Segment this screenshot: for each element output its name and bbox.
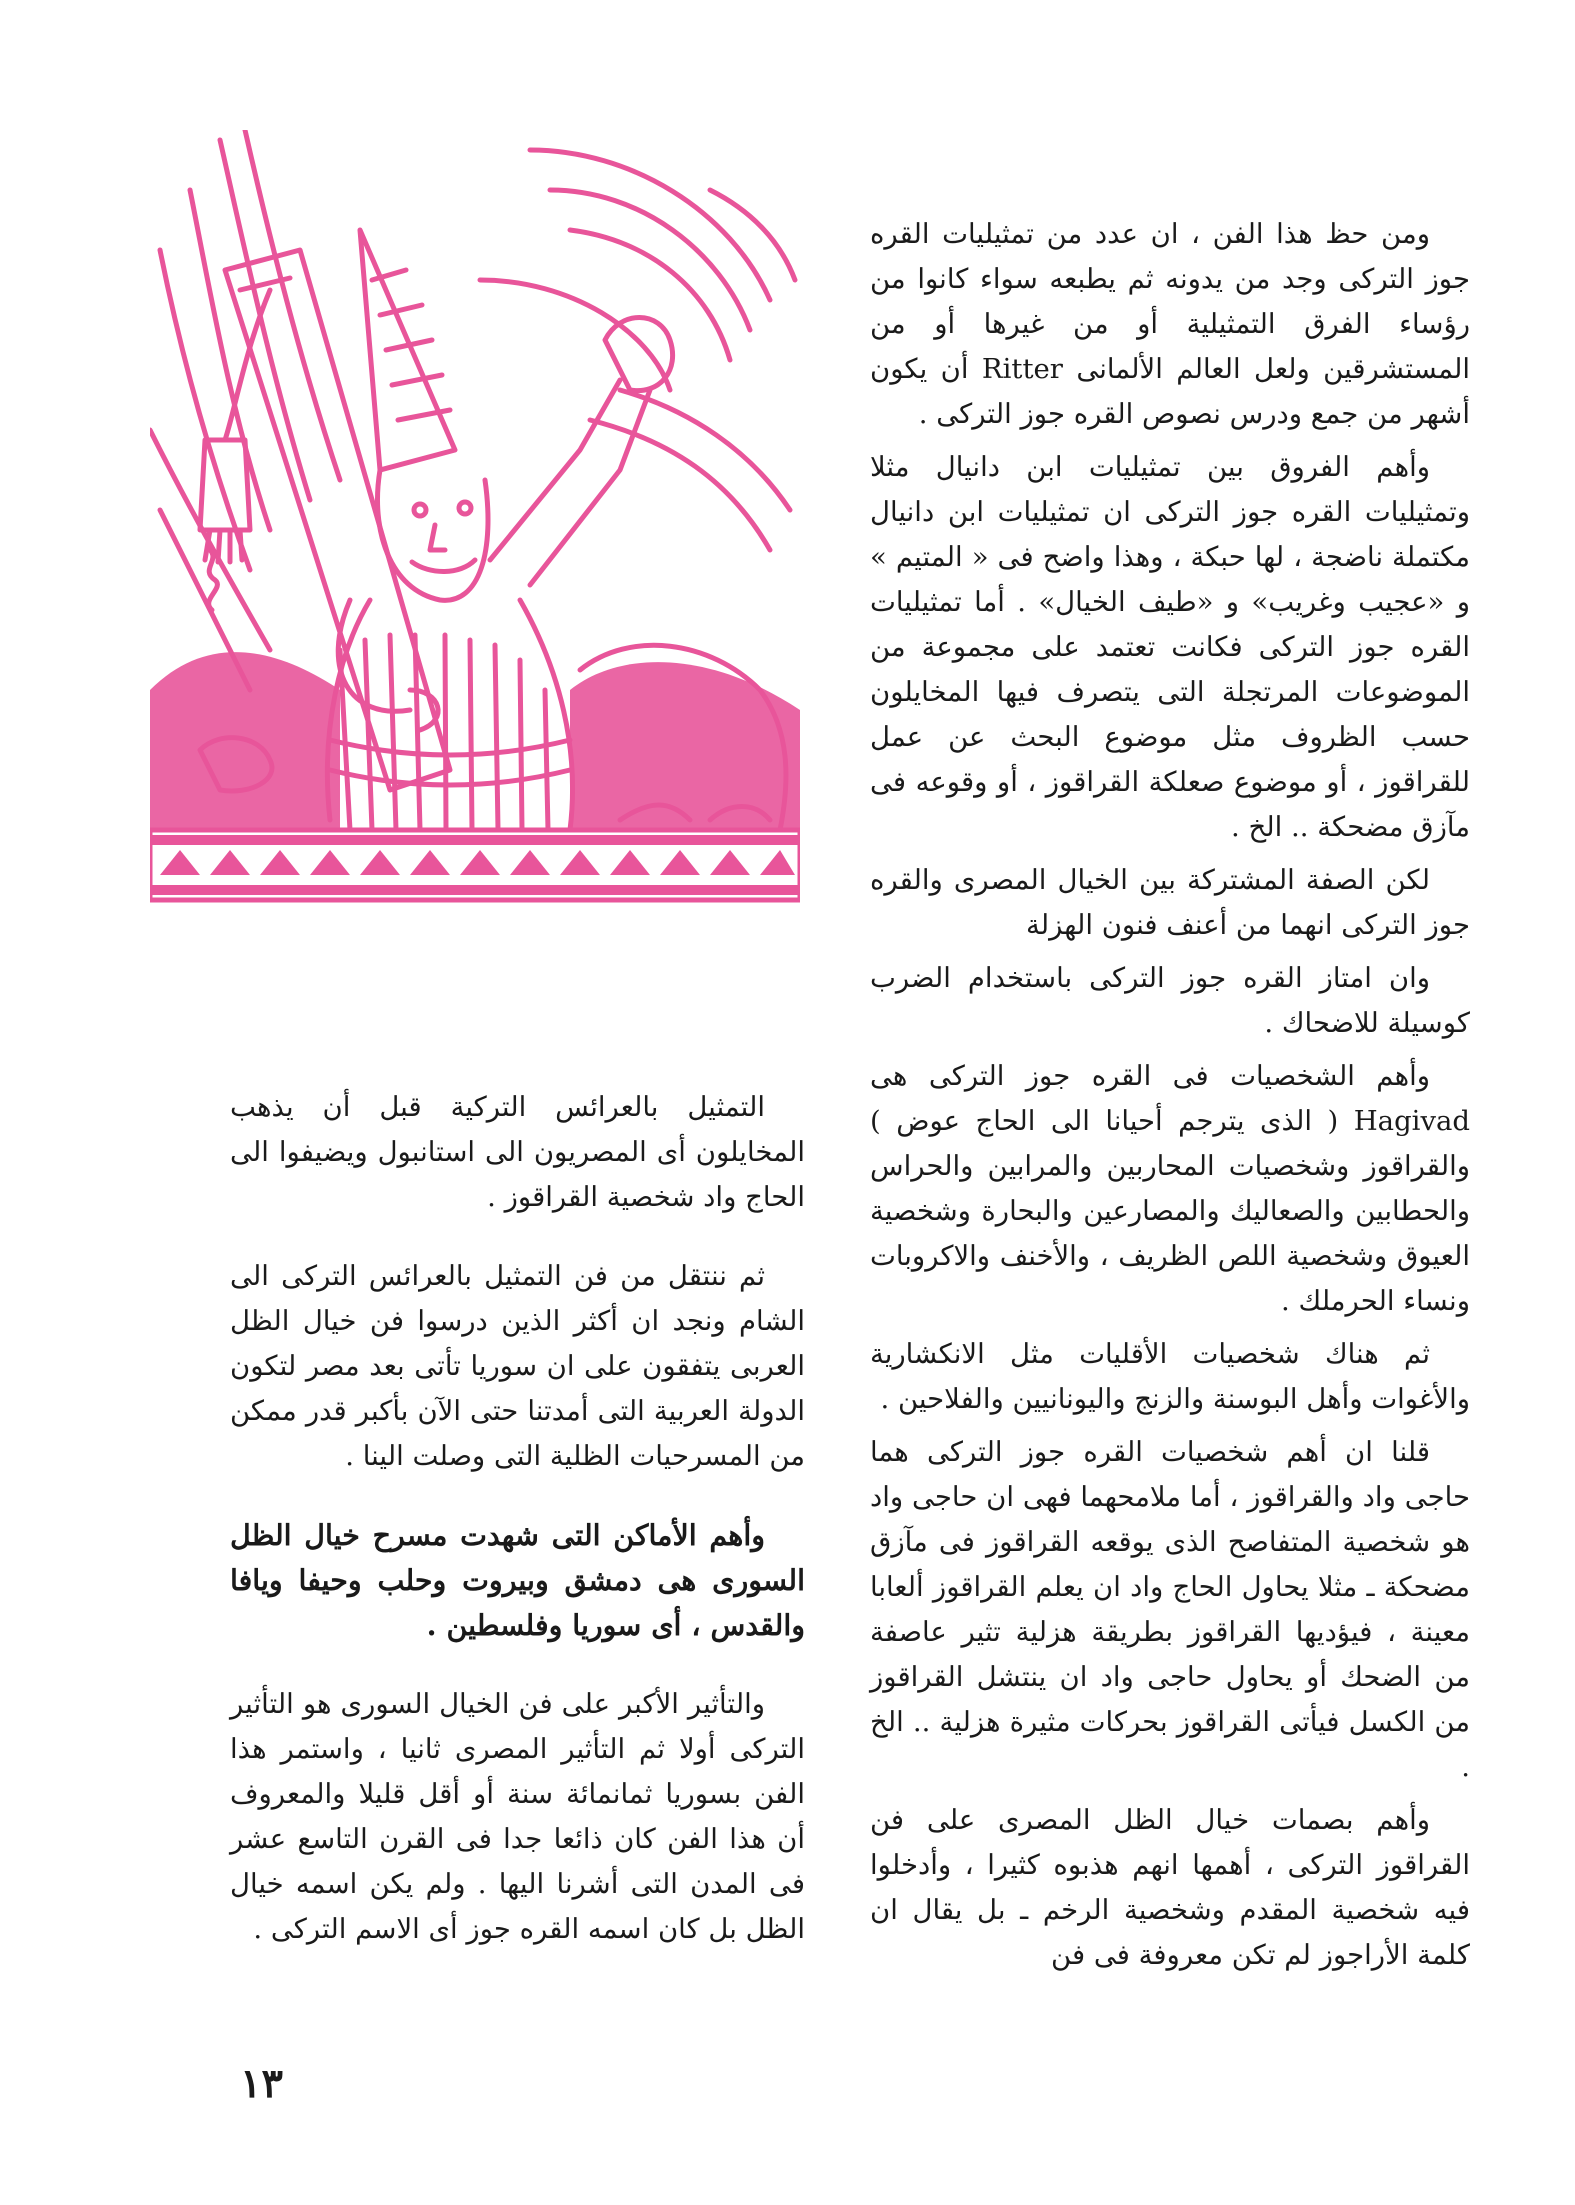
left-paragraph-3-bold: وأهم الأماكن التى شهدت مسرح خيال الظل السورى هى دمشق وبيروت وحلب وحيفا ويافا والقدس ، أى سوريا وفلسطين . [230, 1518, 805, 1642]
right-paragraph-6: ثم هناك شخصيات الأقليات مثل الانكشارية والأغوات وأهل البوسنة والزنج واليونانيين والفلاحين . [870, 1338, 1470, 1415]
right-paragraph-5: وأهم الشخصيات فى القره جوز التركى هى Hagivad ( الذى يترجم أحيانا الى الحاج عوض ) والقراقوز وشخصيات المحاربين والمرابين والحراس والحطابين والصعاليك والمصارعين والبحارة وشخصية العيوق وشخصية اللص الظريف ، والأخنف والاكروبات ونساء الحرملك . [870, 1060, 1470, 1317]
left-text-column [230, 1085, 805, 1986]
left-paragraph-4: والتأثير الأكبر على فن الخيال السورى هو التأثير التركى أولا ثم التأثير المصرى ثانيا ، واستمر هذا الفن بسوريا ثمانمائة سنة أو أقل قليلا والمعروف أن هذا الفن كان ذائعا جدا فى القرن التاسع عشر فى المدن التى أشرنا اليها . ولم يكن اسمه خيال الظل بل كان اسمه القره جوز أى الاسم التركى . [230, 1688, 805, 1945]
page-number: ١٣ [240, 2060, 283, 2107]
left-paragraph-2: ثم ننتقل من فن التمثيل بالعرائس التركى الى الشام ونجد ان أكثر الذين درسوا فن خيال الظل العربى يتفقون على ان سوريا تأتى بعد مصر لتكون الدولة العربية التى أمدتنا حتى الآن بأكبر قدر ممكن من المسرحيات الظلية التى وصلت الينا . [230, 1260, 805, 1472]
right-paragraph-2: وأهم الفروق بين تمثيليات ابن دانيال مثلا وتمثيليات القره جوز التركى ان تمثيليات ابن دانيال مكتملة ناضجة ، لها حبكة ، وهذا واضح فى « المتيم » و «عجيب وغريب» و «طيف الخيال» . أما تمثيليات القره جوز التركى فكانت تعتمد على مجموعة من الموضوعات المرتجلة التى يتصرف فيها المخايلون حسب الظروف مثل موضوع البحث عن عمل للقراقوز ، أو موضوع صعلكة القراقوز ، أو وقوعه فى مآزق مضحكة .. الخ . [870, 451, 1470, 843]
karagoz-illustration [150, 130, 800, 960]
karagoz-puppet-icon [150, 130, 800, 960]
right-paragraph-1: ومن حظ هذا الفن ، ان عدد من تمثيليات القره جوز التركى وجد من يدونه ثم يطبعه سواء كانوا من رؤساء الفرق التمثيلية أو من غيرها أو من المستشرقين ولعل العالم الألمانى Ritter أن يكون أشهر من جمع ودرس نصوص القره جوز التركى . [870, 218, 1471, 430]
right-paragraph-8: وأهم بصمات خيال الظل المصرى على فن القراقوز التركى ، أهمها انهم هذبوه كثيرا ، وأدخلوا فيه شخصية المقدم وشخصية الرخم ـ بل يقال ان كلمة الأراجوز لم تكن معروفة فى فن [870, 1804, 1470, 1971]
left-paragraph-1: التمثيل بالعرائس التركية قبل أن يذهب المخايلون أى المصريون الى استانبول ويضيفوا الى الحاج واد شخصية القراقوز . [230, 1091, 805, 1213]
right-paragraph-7: قلنا ان أهم شخصيات القره جوز التركى هما حاجى واد والقراقوز ، أما ملامحهما فهى ان حاجى واد هو شخصية المتفاصح الذى يوقعه القراقوز فى مآزق مضحكة ـ مثلا يحاول الحاج واد ان يعلم القراقوز ألعابا معينة ، فيؤديها القراقوز بطريقة هزلية تثير عاصفة من الضحك أو يحاول حاجى واد ان ينتشل القراقوز من الكسل فيأتى القراقوز بحركات مثيرة هزلية .. الخ . [870, 1436, 1470, 1783]
right-paragraph-3: لكن الصفة المشتركة بين الخيال المصرى والقره جوز التركى انهما من أعنف فنون الهزلة [870, 864, 1470, 941]
right-text-column [870, 212, 1470, 1986]
right-paragraph-4: وان امتاز القره جوز التركى باستخدام الضرب كوسيلة للاضحاك . [870, 962, 1470, 1039]
